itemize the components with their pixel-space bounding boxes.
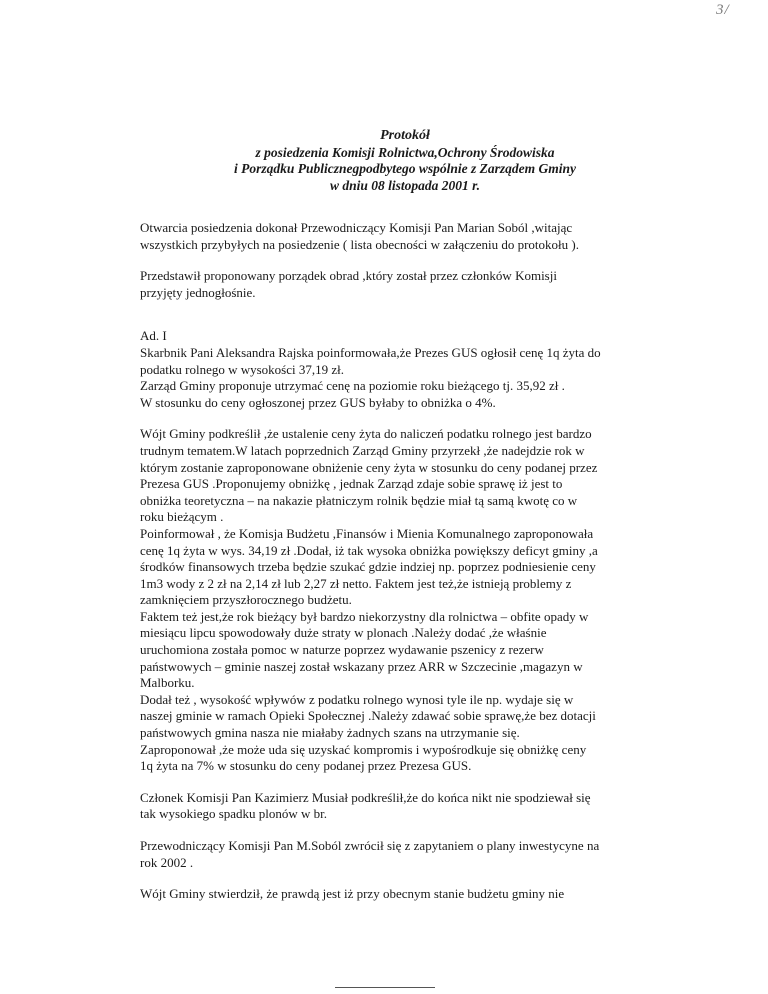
text-line: W stosunku do ceny ogłoszonej przez GUS byłaby to obniżka o 4%.: [140, 394, 496, 410]
document-title: Protokół: [380, 128, 430, 143]
text-line: przyjęty jednogłośnie.: [140, 284, 256, 300]
text-line: obniżka teoretyczna – na nakazie płatniczym rolnik będzie miał tą samą kwotę co w: [140, 492, 578, 508]
corner-page-mark: 3/: [716, 2, 730, 18]
text-line: cenę 1q żyta w wys. 34,19 zł .Dodał, iż tak wysoka obniżka powiększy deficyt gminy ,a: [140, 542, 598, 558]
text-line: Przewodniczący Komisji Pan M.Soból zwrócił się z zapytaniem o plany inwestycyne na: [140, 838, 600, 853]
text-line: Poinformował , że Komisja Budżetu ,Finansów i Mienia Komunalnego zaproponowała: [140, 525, 594, 541]
body-paragraph: [140, 220, 700, 253]
text-line: wszystkich przybyłych na posiedzenie ( lista obecności w załączeniu do protokołu ).: [140, 236, 579, 252]
text-line: trudnym tematem.W latach poprzednich Zarząd Gminy przyrzekł ,że nadejdzie rok w: [140, 442, 585, 458]
body-paragraph: [140, 886, 700, 903]
text-line: uruchomiona została pomoc w naturze poprzez wydawanie pszenicy z rezerw: [140, 642, 544, 658]
document-body: [140, 205, 700, 903]
text-line: Otwarcia posiedzenia dokonał Przewodniczący Komisji Pan Marian Soból ,witając: [140, 220, 573, 235]
body-paragraph: [140, 328, 700, 411]
document-date-line: w dniu 08 listopada 2001 r.: [329, 177, 481, 193]
document-subtitle-line-1: z posiedzenia Komisji Rolnictwa,Ochrony Środowiska: [255, 144, 555, 160]
text-line: Zaproponował ,że może uda się uzyskać kompromis i wypośrodkuje się obniżkę ceny: [140, 741, 587, 757]
text-line: naszej gminie w ramach Opieki Społecznej .Należy zdawać sobie sprawę,że bez dotacji: [140, 708, 596, 724]
text-line: państwowych gmina nasza nie miałaby żadnych szans na utrzymanie się.: [140, 725, 520, 741]
text-line: tak wysokiego spadku plonów w br.: [140, 806, 328, 822]
body-paragraph: [140, 426, 700, 774]
footer-divider: [335, 987, 435, 988]
text-line: Wójt Gminy stwierdził, że prawdą jest iż przy obecnym stanie budżetu gminy nie: [140, 886, 565, 902]
body-paragraph: [140, 790, 700, 823]
text-line: Ad. I: [140, 328, 167, 344]
text-line: Dodał też , wysokość wpływów z podatku rolnego wynosi tyle ile np. wydaje się w: [140, 691, 574, 707]
text-line: 1m3 wody z 2 zł na 2,14 zł lub 2,27 zł netto. Faktem jest też,że istnieją problemy z: [140, 575, 572, 591]
text-line: Członek Komisji Pan Kazimierz Musiał podkreślił,że do końca nikt nie spodziewał się: [140, 789, 591, 805]
text-line: Zarząd Gminy proponuje utrzymać cenę na poziomie roku bieżącego tj. 35,92 zł .: [140, 378, 565, 394]
text-line: państwowych – gminie naszej został wskazany przez ARR w Szczecinie ,magazyn w: [140, 658, 583, 674]
text-line: 1q żyta na 7% w stosunku do ceny podanej przez Prezesa GUS.: [140, 758, 472, 774]
text-line: roku bieżącym .: [140, 509, 224, 525]
text-line: którym zostanie zaproponowane obniżenie ceny żyta w stosunku do ceny podanej przez: [140, 459, 598, 475]
body-paragraph: [140, 268, 700, 301]
text-line: środków finansowych trzeba będzie szukać gdzie indziej np. poprzez podniesienie ceny: [140, 559, 596, 575]
text-line: podatku rolnego w wysokości 37,19 zł.: [140, 361, 345, 377]
text-line: Przedstawił proponowany porządek obrad ,który został przez członków Komisji: [140, 268, 557, 284]
body-paragraph: [140, 838, 700, 871]
text-line: rok 2002 .: [140, 854, 194, 870]
text-line: Malborku.: [140, 675, 195, 691]
text-line: Prezesa GUS .Proponujemy obniżkę , jednak Zarząd zdaje sobie sprawę iż jest to: [140, 476, 563, 492]
text-line: Skarbnik Pani Aleksandra Rajska poinformowała,że Prezes GUS ogłosił cenę 1q żyta do: [140, 344, 601, 360]
text-line: zamknięciem przyszłorocznego budżetu.: [140, 592, 352, 608]
text-line: Wójt Gminy podkreślił ,że ustalenie ceny żyta do naliczeń podatku rolnego jest bardzo: [140, 426, 592, 442]
text-line: Faktem też jest,że rok bieżący był bardzo niekorzystny dla rolnictwa – obfite opady w: [140, 608, 589, 624]
text-line: miesiącu lipcu spowodowały duże straty w plonach .Należy dodać ,że właśnie: [140, 625, 547, 641]
document-title-block: [0, 128, 768, 194]
document-subtitle-line-2: i Porządku Publicznegpodbytego wspólnie z Zarządem Gminy: [233, 161, 576, 176]
